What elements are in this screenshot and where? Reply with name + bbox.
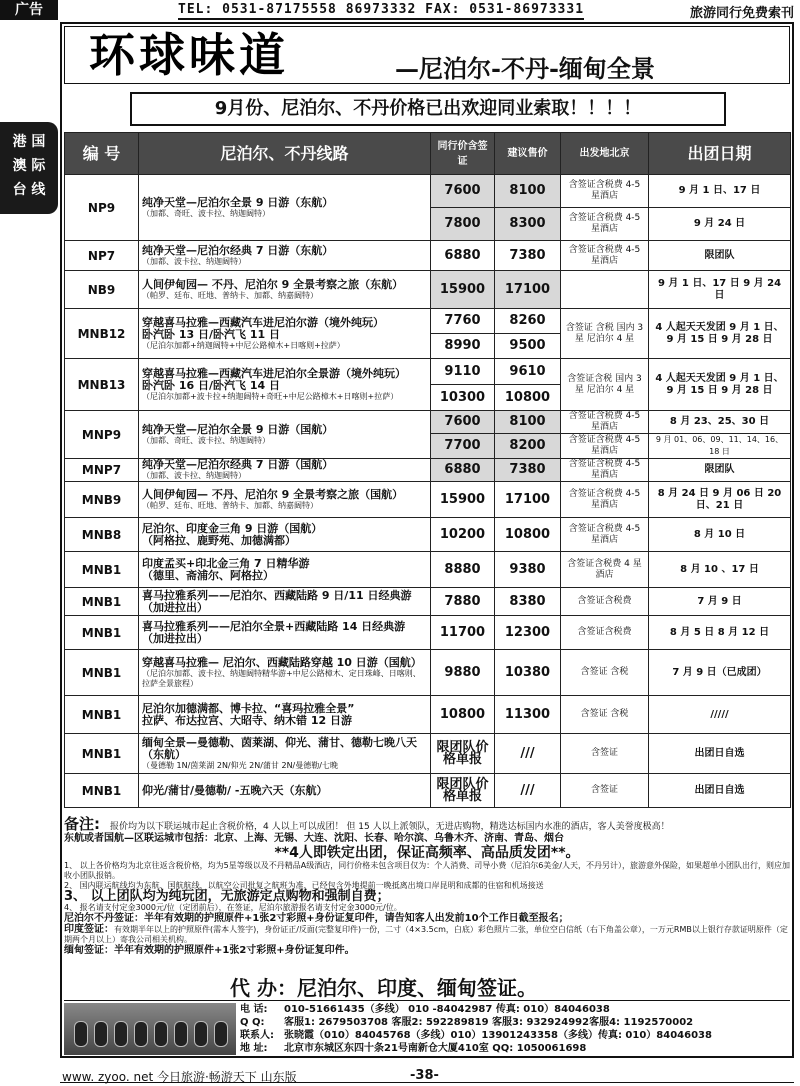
- retail-price: ///: [495, 774, 561, 808]
- table-row: [65, 518, 791, 552]
- retail-price: 9610: [495, 359, 561, 385]
- route-detail: （加都、波卡拉、纳迦阔特）: [142, 471, 246, 480]
- header-route: 尼泊尔、不丹线路: [139, 133, 431, 175]
- departure-dates: 9 月 1 日、17 日: [649, 175, 791, 208]
- route-title-line2: 卧汽卧 13 日/卧汽飞 11 日: [142, 327, 280, 341]
- table-row: [65, 411, 791, 434]
- route-cell: [139, 588, 431, 616]
- route-title: 纯净天堂—尼泊尔全景 9 日游（东航）: [142, 195, 334, 209]
- route-detail: （尼泊尔加都、波卡拉、纳迦阔特精华游+中尼公路樟木、定日珠峰、日喀则、拉萨全景旅程）: [142, 668, 421, 688]
- retail-price: 9500: [495, 334, 561, 359]
- route-price-table: [64, 132, 791, 808]
- qq-label: Q Q:: [240, 1017, 265, 1028]
- inclusions: 含签证含税费 4-5 星酒店: [561, 518, 649, 552]
- table-row: [65, 734, 791, 774]
- route-cell: [139, 774, 431, 808]
- table-header-row: [65, 133, 791, 175]
- route-detail: （帕罗、廷布、旺地、普纳卡、加都、纳嘉阔特）: [142, 500, 318, 510]
- visa-india-label: 印度签证：: [64, 924, 114, 935]
- peer-price: 10300: [431, 385, 495, 411]
- notes-line3: 1、 以上各价格均为北京往返含税价格，均为5星等级以及不丹精品A级酒店，同行价格未包含项目仅为：个人消费、司导小费（尼泊尔6美金/人天，不丹另计），旅游意外保险，如果超单小团队出行，则应加收小团队报销。: [64, 861, 790, 880]
- inclusions: [561, 271, 649, 309]
- route-title-line2: 拉萨、布达拉宫、大昭寺、纳木错 12 日游: [142, 713, 352, 727]
- route-cell: [139, 696, 431, 734]
- page-subtitle: —尼泊尔-不丹-缅甸全景: [395, 54, 655, 83]
- retail-price: 17100: [495, 482, 561, 518]
- route-cell: [139, 650, 431, 696]
- route-cell: [139, 175, 431, 241]
- visa-nepal-bhutan: 尼泊尔不丹签证：半年有效期的护照原件+1张2寸彩照+身份证复印件，请告知客人出发前10个工作日截至报名；: [64, 913, 569, 924]
- peer-price: 9110: [431, 359, 495, 385]
- table-row: [65, 241, 791, 271]
- notes-label: 备注:: [64, 815, 100, 833]
- departure-dates: 9 月 1 日、17 日 9 月 24 日: [649, 271, 791, 309]
- route-title: 喜马拉雅系列——尼泊尔、西藏陆路 9 日/11 日经典游（加进拉出）: [142, 588, 412, 614]
- route-detail: （尼泊尔加都+纳迦阔特+中尼公路樟木+日喀则+拉萨）: [142, 340, 345, 350]
- contact-person-label: 联系人:: [240, 1030, 274, 1041]
- title-box: [64, 26, 790, 84]
- free-catalog-text: 旅游同行免费索刊: [689, 6, 794, 21]
- peer-price: 7600: [431, 411, 495, 434]
- peer-price: 6880: [431, 241, 495, 271]
- inclusions: 含签证含税费 4-5 星酒店: [561, 482, 649, 518]
- side-tab-line3: 台 线: [12, 182, 46, 198]
- peer-price: 7880: [431, 588, 495, 616]
- retail-price: 8200: [495, 434, 561, 459]
- inclusions: 含签证含税费 4-5 星酒店: [561, 459, 649, 482]
- route-title: 穿越喜马拉雅— 尼泊尔、西藏陆路穿越 10 日游（国航）: [142, 655, 422, 669]
- peer-price: 6880: [431, 459, 495, 482]
- retail-price: 11300: [495, 696, 561, 734]
- inclusions: 含签证含税 国内 3 星 尼泊尔 4 星: [561, 359, 649, 411]
- table-row: [65, 309, 791, 334]
- route-title-line2: （德里、斋浦尔、阿格拉）: [142, 568, 274, 582]
- inclusions: 含签证 含税: [561, 696, 649, 734]
- visa-myanmar: 缅甸签证：半年有效期的护照原件+1张2寸彩照+身份证复印件。: [64, 945, 355, 956]
- peer-price: 15900: [431, 482, 495, 518]
- inclusions: 含签证含税费: [561, 588, 649, 616]
- inclusions: 含签证: [561, 774, 649, 808]
- route-code: MNP7: [65, 459, 139, 482]
- route-cell: [139, 411, 431, 459]
- route-cell: [139, 616, 431, 650]
- departure-dates: 限团队: [649, 459, 791, 482]
- guarantee-claim: **4人即铁定出团，保证高频率、高品质发团**。: [274, 845, 580, 861]
- retail-price: 7380: [495, 459, 561, 482]
- departure-dates: 8 月 5 日 8 月 12 日: [649, 616, 791, 650]
- retail-price: 10800: [495, 385, 561, 411]
- departure-dates: 4 人起天天发团 9 月 1 日、9 月 15 日 9 月 28 日: [649, 309, 791, 359]
- route-cell: [139, 241, 431, 271]
- departure-dates: 4 人起天天发团 9 月 1 日、9 月 15 日 9 月 28 日: [649, 359, 791, 411]
- inclusions: 含签证含税费 4-5 星酒店: [561, 208, 649, 241]
- table-row: [65, 774, 791, 808]
- route-code: MNB1: [65, 734, 139, 774]
- route-code: MNB1: [65, 696, 139, 734]
- side-tab-line1: 港 国: [12, 134, 46, 150]
- route-code: MNB13: [65, 359, 139, 411]
- phone-value: 010-51661435（多线） 010 -84042987 传真: 010）84046038: [284, 1004, 610, 1015]
- visa-india: 有效期半年以上的护照原件(需本人签字)，身份证正/反面(完整复印件)一份，二寸（4×3.5cm，白底）彩色照片二张，单位空白信纸（右下角盖公章），一万元RMB以上银行存款证明原件（定期两个月以上）寄我公司相关机构。: [64, 925, 788, 944]
- route-code: NP7: [65, 241, 139, 271]
- page-number: -38-: [410, 1068, 439, 1083]
- retail-price: 17100: [495, 271, 561, 309]
- route-title: 仰光/蒲甘/曼德勒/ -五晚六天（东航）: [142, 783, 328, 797]
- peer-price: 7760: [431, 309, 495, 334]
- route-title: 穿越喜马拉雅—西藏汽车进尼泊尔游（境外纯玩）: [142, 315, 384, 329]
- table-row: [65, 650, 791, 696]
- side-category-tab: [0, 122, 58, 214]
- retail-price: 8260: [495, 309, 561, 334]
- retail-price: 8100: [495, 411, 561, 434]
- retail-price: ///: [495, 734, 561, 774]
- route-title: 纯净天堂—尼泊尔经典 7 日游（国航）: [142, 458, 334, 471]
- route-cell: [139, 552, 431, 588]
- departure-dates: 8 月 23、25、30 日: [649, 411, 791, 434]
- route-code: MNB1: [65, 774, 139, 808]
- departure-dates: 9 月 24 日: [649, 208, 791, 241]
- retail-price: 8300: [495, 208, 561, 241]
- address-label: 地 址:: [240, 1043, 268, 1054]
- address-value: 北京市东城区东四十条21号南新仓大厦410室 QQ: 1050061698: [284, 1043, 587, 1054]
- peer-price: 11700: [431, 616, 495, 650]
- retail-price: 9380: [495, 552, 561, 588]
- tel-fax-line: TEL: 0531-87175558 86973332 FAX: 0531-86973331: [178, 2, 585, 17]
- peer-price: 10200: [431, 518, 495, 552]
- route-code: MNP9: [65, 411, 139, 459]
- peer-price: 7700: [431, 434, 495, 459]
- inclusions: 含签证: [561, 734, 649, 774]
- route-cell: [139, 271, 431, 309]
- contact-block: [64, 1000, 790, 1056]
- page-title: 环球味道: [89, 28, 289, 82]
- retail-price: 12300: [495, 616, 561, 650]
- contact-person-value: 张晓霞（010）84045768（多线）010）13901243358（多线）传真: 010）84046038: [284, 1030, 712, 1041]
- route-title: 印度孟买+印北金三角 7 日精华游: [142, 556, 310, 570]
- peer-price: 限团队价 格单报: [431, 734, 495, 774]
- inclusions: 含签证含税费: [561, 616, 649, 650]
- departure-dates: 7 月 9 日: [649, 588, 791, 616]
- side-tab-line2: 澳 际: [12, 158, 46, 174]
- footer-divider: [60, 1082, 794, 1083]
- route-title: 人间伊甸园— 不丹、尼泊尔 9 全景考察之旅（国航）: [142, 487, 404, 501]
- departure-dates: 限团队: [649, 241, 791, 271]
- table-row: [65, 482, 791, 518]
- route-detail: （加都、波卡拉、纳迦阔特）: [142, 256, 246, 266]
- inclusions: 含签证 含税 国内 3 星 尼泊尔 4 星: [561, 309, 649, 359]
- route-title: 纯净天堂—尼泊尔全景 9 日游（国航）: [142, 422, 334, 436]
- inclusions: 含签证含税费 4-5 星酒店: [561, 241, 649, 271]
- route-cell: [139, 359, 431, 411]
- table-row: [65, 696, 791, 734]
- notes-section: [64, 815, 790, 957]
- route-code: MNB12: [65, 309, 139, 359]
- prayer-wheels-photo: [64, 1003, 236, 1055]
- table-row: [65, 552, 791, 588]
- inclusions: 含签证含税费 4-5 星酒店: [561, 411, 649, 434]
- inclusions: 含签证含税费 4 星酒店: [561, 552, 649, 588]
- peer-price: 7600: [431, 175, 495, 208]
- retail-price: 8100: [495, 175, 561, 208]
- route-detail: （曼德勒 1N/茵莱湖 2N/仰光 2N/蒲甘 2N/曼德勒/七晚: [142, 760, 338, 770]
- departure-dates: 出团日自选: [649, 774, 791, 808]
- table-row: [65, 616, 791, 650]
- peer-price: 15900: [431, 271, 495, 309]
- table-row: [65, 175, 791, 208]
- route-title: 尼泊尔、印度金三角 9 日游（国航）: [142, 521, 323, 535]
- route-cell: [139, 309, 431, 359]
- route-detail: （帕罗、廷布、旺地、普纳卡、加都、纳嘉阔特）: [142, 290, 318, 300]
- peer-price: 8990: [431, 334, 495, 359]
- route-cell: [139, 482, 431, 518]
- departure-dates: 9 月 01、06、09、11、14、16、18 日: [649, 434, 791, 459]
- route-code: NP9: [65, 175, 139, 241]
- route-code: MNB9: [65, 482, 139, 518]
- inclusions: 含签证含税费 4-5 星酒店: [561, 434, 649, 459]
- notes-pure-tour-line: 3、 以上团队均为纯玩团，无旅游定点购物和强制自费；: [64, 889, 390, 904]
- notes-line2: 东航或者国航—区联运城市包括：北京、上海、无锡、大连、沈阳、长春、哈尔滨、乌鲁木齐、济南、青岛、烟台: [64, 833, 564, 844]
- route-cell: [139, 459, 431, 482]
- retail-price: 8380: [495, 588, 561, 616]
- peer-price: 8880: [431, 552, 495, 588]
- peer-price: 限团队价 格单报: [431, 774, 495, 808]
- table-row: [65, 359, 791, 385]
- footer-site: www. zyoo. net 今日旅游·畅游天下 山东版: [62, 1070, 297, 1084]
- retail-price: 10800: [495, 518, 561, 552]
- notes-line5: 4、 报名请支付定金3000元/位（定团前后），在签证，尼泊尔旅游报名请支付定金3000元/位。: [64, 903, 402, 912]
- phone-label: 电 话:: [240, 1004, 268, 1015]
- top-bar: [0, 0, 800, 20]
- departure-dates: 8 月 24 日 9 月 06 日 20 日、21 日: [649, 482, 791, 518]
- header-dates: 出团日期: [649, 133, 791, 175]
- inclusions: 含签证 含税: [561, 650, 649, 696]
- route-code: MNB1: [65, 552, 139, 588]
- route-title: 喜马拉雅系列——尼泊尔全景+西藏陆路 14 日经典游（加进拉出）: [142, 619, 406, 645]
- route-title: 缅甸全景—曼德勒、茵莱湖、仰光、蒲甘、德勒七晚八天（东航）: [142, 735, 417, 761]
- departure-dates: 8 月 10 日: [649, 518, 791, 552]
- header-retail-price: 建议售价: [495, 133, 561, 175]
- retail-price: 10380: [495, 650, 561, 696]
- departure-dates: 出团日自选: [649, 734, 791, 774]
- header-departure: 出发地北京: [561, 133, 649, 175]
- visa-service-banner: 代 办：尼泊尔、印度、缅甸签证。: [230, 976, 537, 1000]
- departure-dates: 8 月 10 、17 日: [649, 552, 791, 588]
- route-detail: （加都、奇旺、波卡拉、纳迦阔特）: [142, 208, 270, 218]
- route-title: 穿越喜马拉雅—西藏汽车进尼泊尔全景游（境外纯玩）: [142, 366, 406, 380]
- route-cell: [139, 734, 431, 774]
- route-detail: （尼泊尔加都+波卡拉+纳迦阔特+奇旺+中尼公路樟木+日喀则+拉萨）: [142, 391, 399, 401]
- price-notice: 9月份、尼泊尔、不丹价格已出欢迎同业索取！！！！: [130, 92, 726, 126]
- qq-value: 客服1: 2679503708 客服2: 592289819 客服3: 932924992客服4: 1192570002: [284, 1017, 694, 1028]
- route-title-line2: （阿格拉、鹿野苑、加德满都）: [142, 533, 296, 547]
- table-row: [65, 459, 791, 482]
- notes-line4: 2、 国内联运航线均为东航、国航航线，以航空公司批复之航班为准，已经包含外地提前一晚抵离出境口岸昆明和成都的住宿和机场接送: [64, 881, 544, 890]
- retail-price: 7380: [495, 241, 561, 271]
- table-row: [65, 271, 791, 309]
- route-title: 纯净天堂—尼泊尔经典 7 日游（东航）: [142, 243, 334, 257]
- peer-price: 7800: [431, 208, 495, 241]
- route-code: MNB1: [65, 650, 139, 696]
- departure-dates: /////: [649, 696, 791, 734]
- route-code: MNB1: [65, 616, 139, 650]
- route-title: 尼泊尔加德满都、博卡拉、“喜玛拉雅全景”: [142, 701, 355, 715]
- peer-price: 9880: [431, 650, 495, 696]
- inclusions: 含签证含税费 4-5 星酒店: [561, 175, 649, 208]
- departure-dates: 7 月 9 日（已成团）: [649, 650, 791, 696]
- route-cell: [139, 518, 431, 552]
- ad-tag: 广告: [0, 0, 58, 20]
- header-code: 编 号: [65, 133, 139, 175]
- route-code: MNB1: [65, 588, 139, 616]
- route-title: 人间伊甸园— 不丹、尼泊尔 9 全景考察之旅（东航）: [142, 277, 404, 291]
- route-code: NB9: [65, 271, 139, 309]
- route-code: MNB8: [65, 518, 139, 552]
- header-peer-price: 同行价含签证: [431, 133, 495, 175]
- peer-price: 10800: [431, 696, 495, 734]
- notes-line1: 报价均为以下联运城市起止含税价格，4 人以上可以成团！ 但 15 人以上派领队，无进店购物，精选达标国内水准的酒店，客人美誉度极高！: [110, 822, 670, 832]
- route-detail: （加都、奇旺、波卡拉、纳迦阔特）: [142, 435, 270, 445]
- route-title-line2: 卧汽卧 16 日/卧汽飞 14 日: [142, 378, 280, 392]
- table-row: [65, 588, 791, 616]
